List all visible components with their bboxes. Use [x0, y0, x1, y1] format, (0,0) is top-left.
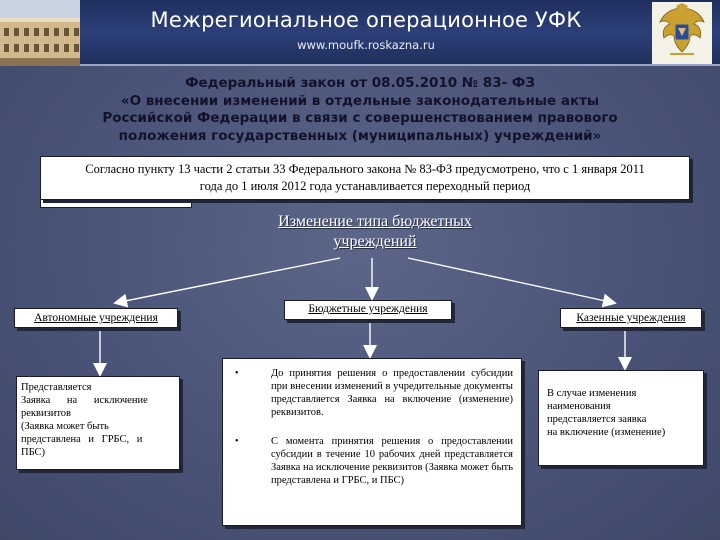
arrow-to-kazen — [408, 258, 610, 302]
description-line: наименования — [547, 401, 611, 412]
category-budget: Бюджетные учреждения — [284, 300, 452, 320]
autonomous-description — [16, 376, 180, 470]
list-item-text: С момента принятия решения о предоставлении субсидии в течение 10 рабочих дней представляется Заявка на исключение реквизитов (Заявка может быть представлена и ГРБС, и ПБС) — [271, 436, 513, 486]
transition-note: Согласно пункту 13 части 2 статьи 33 Федерального закона № 83-ФЗ предусмотрено, что с 1 января 2011 года до 1 июля 2012 года устанавливается переходный период — [40, 156, 690, 200]
description-line: Заявка на исключение — [21, 395, 148, 406]
law-title-line: Федеральный закон от 08.05.2010 № 83- ФЗ — [185, 75, 535, 91]
description-line: представлена и ГРБС, и — [21, 434, 143, 445]
change-type-title-line: учреждений — [333, 233, 417, 250]
list-item — [231, 367, 513, 419]
description-line: представляется заявка — [547, 414, 647, 425]
law-title-line: Российской Федерации в связи с совершенствованием правового — [102, 110, 618, 126]
description-line: Представляется — [21, 382, 92, 393]
bullet-icon: • — [235, 368, 239, 379]
description-line: на включение (изменение) — [547, 427, 666, 438]
description-line: (Заявка может быть — [21, 421, 109, 432]
change-type-title-line: Изменение типа бюджетных — [278, 213, 472, 230]
description-line: В случае изменения — [547, 388, 637, 399]
list-item — [231, 435, 513, 487]
description-line: реквизитов — [21, 408, 72, 419]
law-title-line: «О внесении изменений в отдельные законодательные акты — [120, 92, 600, 109]
bullet-icon: • — [235, 436, 239, 447]
arrow-to-autonomous — [120, 258, 340, 302]
kazen-description — [538, 370, 704, 466]
category-kazen: Казенные учреждения — [560, 308, 702, 328]
header-url: www.moufk.roskazna.ru — [297, 38, 435, 52]
list-item-text: До принятия решения о предоставлении субсидии при внесении изменений в учредительные документы представляется Заявка на включение (изменение) реквизитов. — [271, 368, 513, 418]
category-autonomous: Автономные учреждения — [14, 308, 178, 328]
budget-description — [222, 358, 522, 526]
header-title: Межрегиональное операционное УФК — [150, 8, 582, 32]
law-title-line: положения государственных (муниципальных) учреждений» — [118, 127, 602, 144]
description-line: ПБС) — [21, 447, 46, 458]
